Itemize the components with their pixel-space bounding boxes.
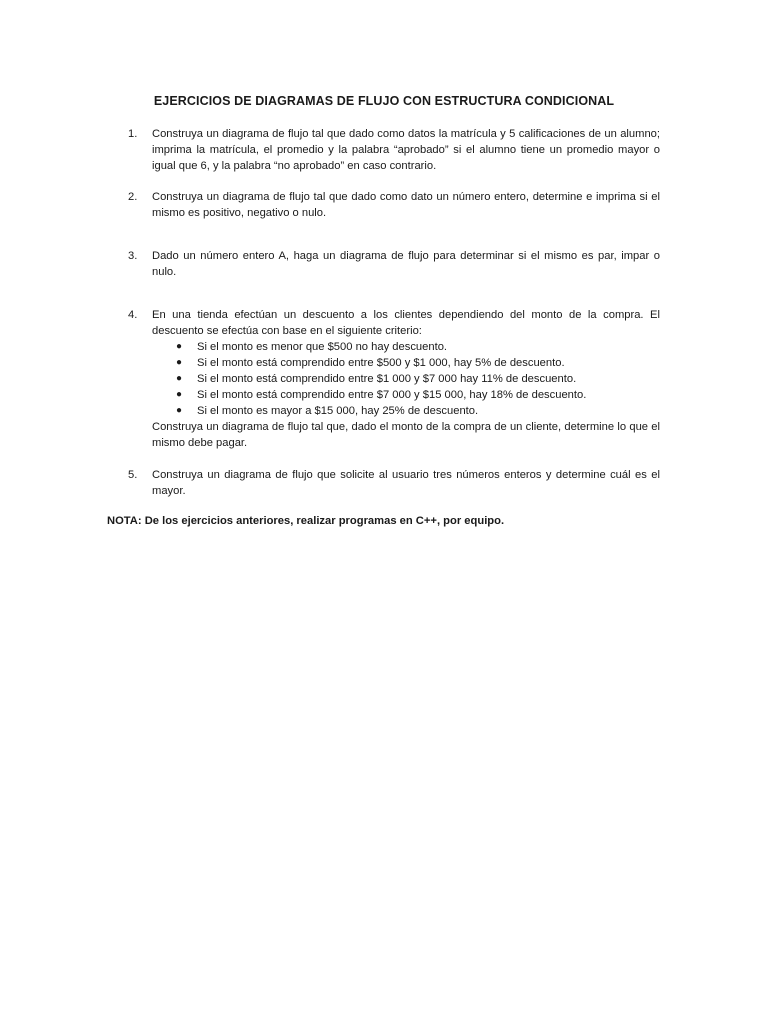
exercise-text: Construya un diagrama de flujo tal que dado como dato un número entero, determine e imprima si el mismo es positivo, negativo o nulo. bbox=[152, 191, 660, 219]
exercise-2 bbox=[128, 189, 660, 221]
bullet-text: Si el monto está comprendido entre $7 000 y $15 000, hay 18% de descuento. bbox=[197, 389, 587, 401]
list-item bbox=[176, 387, 660, 403]
bullet-icon: ● bbox=[176, 341, 183, 352]
exercise-4 bbox=[128, 307, 660, 451]
page-title: EJERCICIOS DE DIAGRAMAS DE FLUJO CON ESTRUCTURA CONDICIONAL bbox=[153, 94, 615, 108]
bullet-text: Si el monto está comprendido entre $500 y $1 000, hay 5% de descuento. bbox=[197, 357, 565, 369]
exercise-number: 2. bbox=[128, 191, 138, 203]
list-item bbox=[176, 371, 660, 387]
bullet-icon: ● bbox=[176, 405, 183, 416]
list-item bbox=[176, 403, 660, 419]
bullet-text: Si el monto está comprendido entre $1 000 y $7 000 hay 11% de descuento. bbox=[197, 373, 577, 385]
discount-criteria-list bbox=[152, 339, 660, 419]
bullet-text: Si el monto es menor que $500 no hay descuento. bbox=[197, 341, 448, 353]
exercise-intro: En una tienda efectúan un descuento a los clientes dependiendo del monto de la compra. El descuento se efectúa con base en el siguiente criterio: bbox=[152, 309, 660, 337]
exercise-text: Dado un número entero A, haga un diagrama de flujo para determinar si el mismo es par, impar o nulo. bbox=[152, 250, 660, 278]
exercise-1 bbox=[128, 126, 660, 174]
list-item bbox=[176, 355, 660, 371]
exercise-outro: Construya un diagrama de flujo tal que, dado el monto de la compra de un cliente, determine lo que el mismo debe pagar. bbox=[152, 421, 660, 449]
exercise-number: 3. bbox=[128, 250, 138, 262]
bullet-icon: ● bbox=[176, 357, 183, 368]
exercise-3 bbox=[128, 248, 660, 280]
exercise-5 bbox=[128, 467, 660, 499]
bullet-icon: ● bbox=[176, 373, 183, 384]
bullet-icon: ● bbox=[176, 389, 183, 400]
exercise-text: Construya un diagrama de flujo tal que dado como datos la matrícula y 5 calificaciones de un alumno; imprima la matrícula, el promedio y la palabra “aprobado” si el alumno tiene un promedio mayor o igual que 6, y la palabra “no aprobado” en caso contrario. bbox=[152, 128, 660, 172]
exercise-number: 1. bbox=[128, 128, 138, 140]
bullet-text: Si el monto es mayor a $15 000, hay 25% de descuento. bbox=[197, 405, 479, 417]
note-text: NOTA: De los ejercicios anteriores, realizar programas en C++, por equipo. bbox=[107, 515, 505, 527]
exercise-number: 4. bbox=[128, 309, 138, 321]
exercise-text: Construya un diagrama de flujo que solicite al usuario tres números enteros y determine cuál es el mayor. bbox=[152, 469, 660, 497]
list-item bbox=[176, 339, 660, 355]
exercise-number: 5. bbox=[128, 469, 138, 481]
